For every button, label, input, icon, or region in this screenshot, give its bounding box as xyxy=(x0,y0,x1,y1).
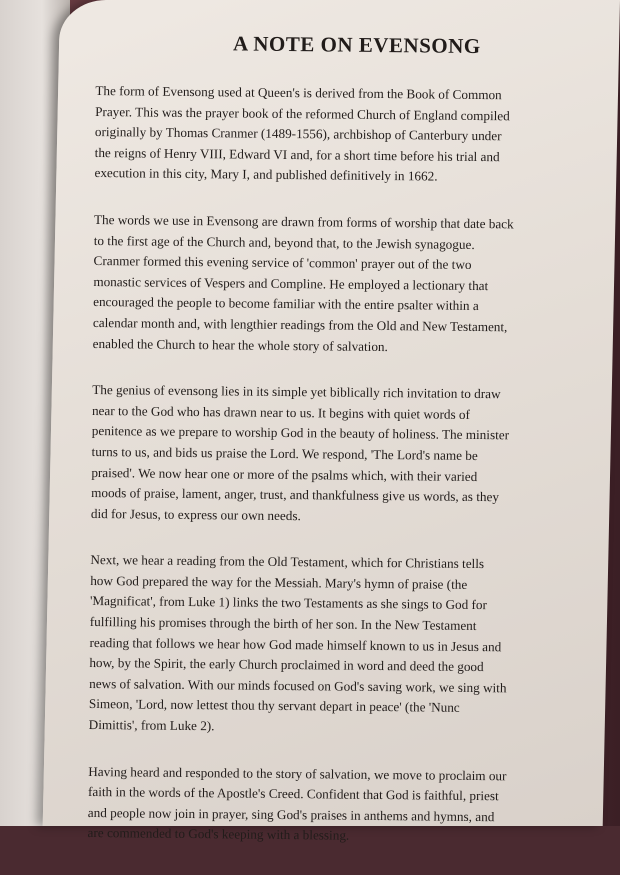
text-line: near to the God who has drawn near to us. It begins with quiet words of xyxy=(91,402,471,422)
text-line: The genius of evensong lies in its simple yet biblically rich invitation to draw xyxy=(92,382,501,402)
text-line: encouraged the people to become familiar with the entire psalter within a xyxy=(93,294,479,314)
text-line: 'Magnificat', from Luke 1) links the two Testaments as she sings to God for xyxy=(89,593,488,613)
text-line: Dimittis', from Luke 2). xyxy=(88,716,215,734)
text-line: turns to us, and bids us praise the Lord. We respond, 'The Lord's name be xyxy=(91,443,478,463)
text-line: faith in the words of the Apostle's Creed. Confident that God is faithful, priest xyxy=(87,784,499,804)
text-line: and people now join in prayer, sing God's praises in anthems and hymns, and xyxy=(87,804,495,825)
text-line: penitence as we prepare to worship God in the beauty of holiness. The minister xyxy=(91,423,510,443)
text-line: how God prepared the way for the Messiah. Mary's hymn of praise (the xyxy=(90,572,468,592)
paragraph-genius xyxy=(91,380,602,529)
text-line: Having heard and responded to the story of salvation, we move to proclaim our xyxy=(88,763,507,783)
text-line: the reigns of Henry VIII, Edward VI and, for a short time before his trial and xyxy=(94,144,500,165)
paragraph-readings xyxy=(89,550,601,741)
text-line: Simeon, 'Lord, now lettest thou thy servant depart in peace' (the 'Nunc xyxy=(88,696,460,716)
text-line: execution in this city, Mary I, and published definitively in 1662. xyxy=(94,165,438,184)
text-line: Prayer. This was the prayer book of the reformed Church of England compiled xyxy=(95,103,510,123)
text-line: originally by Thomas Cranmer (1489-1556), archbishop of Canterbury under xyxy=(94,124,502,144)
text-line: calendar month and, with lengthier readings from the Old and New Testament, xyxy=(92,314,508,335)
text-line: reading that follows we hear how God made himself known to us in Jesus and xyxy=(89,634,502,654)
text-line: moods of praise, lament, anger, trust, and thankfulness give us words, as they xyxy=(91,485,500,505)
text-line: The form of Evensong used at Queen's is derived from the Book of Common xyxy=(95,82,502,103)
paragraph-origin xyxy=(94,81,605,189)
paragraph-words xyxy=(93,210,604,359)
text-line: are commended to God's keeping with a blessing. xyxy=(87,825,350,844)
text-line: The words we use in Evensong are drawn from forms of worship that date back xyxy=(93,211,514,232)
text-line: Cranmer formed this evening service of 'common' prayer out of the two xyxy=(93,253,472,273)
text-line: enabled the Church to hear the whole story of salvation. xyxy=(92,335,388,354)
page-title: A NOTE ON EVENSONG xyxy=(232,31,481,59)
text-line: fulfilling his promises through the birth of her son. In the New Testament xyxy=(89,614,477,634)
text-line: how, by the Spirit, the early Church proclaimed in word and deed the good xyxy=(89,655,484,675)
text-line: did for Jesus, to express our own needs. xyxy=(90,505,301,523)
text-line: Next, we hear a reading from the Old Testament, which for Christians tells xyxy=(90,552,485,572)
paragraph-creed xyxy=(87,762,598,850)
text-line: monastic services of Vespers and Compline. He employed a lectionary that xyxy=(93,273,489,293)
text-line: to the first age of the Church and, beyond that, to the Jewish synagogue. xyxy=(93,232,475,252)
text-line: news of salvation. With our minds focused on God's saving work, we sing with xyxy=(89,675,507,696)
text-line: praised'. We now hear one or more of the psalms which, with their varied xyxy=(91,464,478,484)
page-content xyxy=(87,30,606,875)
